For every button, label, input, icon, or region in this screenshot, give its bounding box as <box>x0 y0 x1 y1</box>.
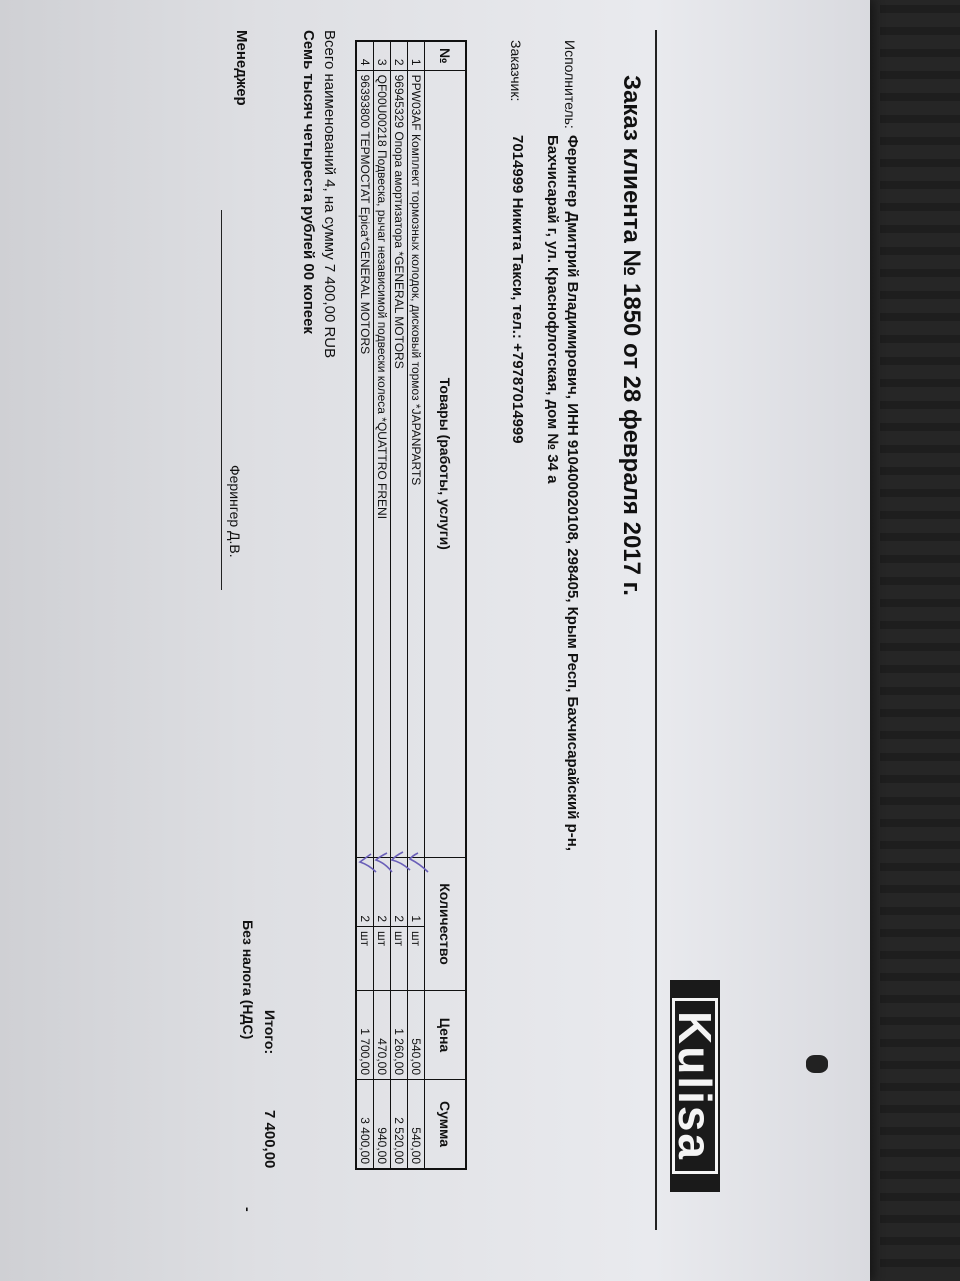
row-price: 470,00 <box>374 991 391 1080</box>
vat-label: Без налога (НДС) <box>240 920 256 1040</box>
row-name: 96945329 Опора амортизатора *GENERAL MOTORS <box>391 70 408 857</box>
background-mat <box>880 0 960 1281</box>
total-label: Итого: <box>262 1010 278 1055</box>
row-unit: шт <box>356 927 374 991</box>
table-row <box>391 41 408 1169</box>
row-sum: 3 400,00 <box>356 1080 374 1170</box>
items-summary: Всего наименований 4, на сумму 7 400,00 RUB <box>321 30 338 359</box>
row-num: 4 <box>356 41 374 70</box>
row-sum: 940,00 <box>374 1080 391 1170</box>
row-qty-value: 1 <box>409 915 423 922</box>
row-qty <box>356 858 374 927</box>
table-row <box>356 41 374 1169</box>
table-header-row <box>425 41 467 1169</box>
ink-spot <box>806 1055 828 1073</box>
vat-row <box>240 920 256 1212</box>
row-name: 96393800 ТЕРМОСТАТ Epica*GENERAL MOTORS <box>356 70 374 857</box>
header-sum: Сумма <box>425 1080 467 1170</box>
manager-label: Менеджер <box>233 30 250 106</box>
executor-line-2: Бахчисарай г, ул. Краснофлотская, дом № 34 а <box>544 135 561 484</box>
row-name: QF00U00218 Подвеска, рычаг независимой подвески колеса *QUATTRO FRENI <box>374 70 391 857</box>
company-logo <box>670 980 720 1192</box>
customer-label: Заказчик: <box>508 40 524 102</box>
header-num: № <box>425 41 467 70</box>
row-qty-value: 2 <box>375 915 389 922</box>
signature-line <box>221 210 222 590</box>
row-unit: шт <box>374 927 391 991</box>
row-price: 540,00 <box>408 991 425 1080</box>
amount-in-words: Семь тысяч четыреста рублей 00 копеек <box>300 30 317 334</box>
row-name: PPW03AF Комплект тормозных колодок, дисковый тормоз *JAPANPARTS <box>408 70 425 857</box>
row-sum: 2 520,00 <box>391 1080 408 1170</box>
header-qty: Количество <box>425 858 467 991</box>
row-qty-value: 2 <box>358 915 372 922</box>
row-sum: 540,00 <box>408 1080 425 1170</box>
row-unit: шт <box>391 927 408 991</box>
table-row <box>408 41 425 1169</box>
row-unit: шт <box>408 927 425 991</box>
executor-line-1: Ферингер Дмитрий Владимирович, ИНН 910400020108, 298405, Крым Респ, Бахчисарайский р-н, <box>564 135 581 852</box>
total-value: 7 400,00 <box>261 1110 278 1169</box>
row-price: 1 700,00 <box>356 991 374 1080</box>
row-num: 3 <box>374 41 391 70</box>
row-qty-value: 2 <box>392 915 406 922</box>
logo-text: Kulisa <box>672 998 718 1174</box>
manager-name: Ферингер Д.В. <box>227 465 243 558</box>
row-num: 2 <box>391 41 408 70</box>
header-goods: Товары (работы, услуги) <box>425 70 467 857</box>
items-table <box>355 40 467 1170</box>
row-price: 1 260,00 <box>391 991 408 1080</box>
table-row <box>374 41 391 1169</box>
header-rule <box>655 30 657 1230</box>
row-num: 1 <box>408 41 425 70</box>
executor-label: Исполнитель: <box>562 40 578 129</box>
document-title: Заказ клиента № 1850 от 28 февраля 2017 г. <box>618 75 645 596</box>
header-price: Цена <box>425 991 467 1080</box>
check-mark-icon <box>355 850 379 876</box>
vat-value: - <box>240 1207 256 1212</box>
customer-value: 7014999 Никита Такси, тел.: +79787014999 <box>509 135 526 444</box>
